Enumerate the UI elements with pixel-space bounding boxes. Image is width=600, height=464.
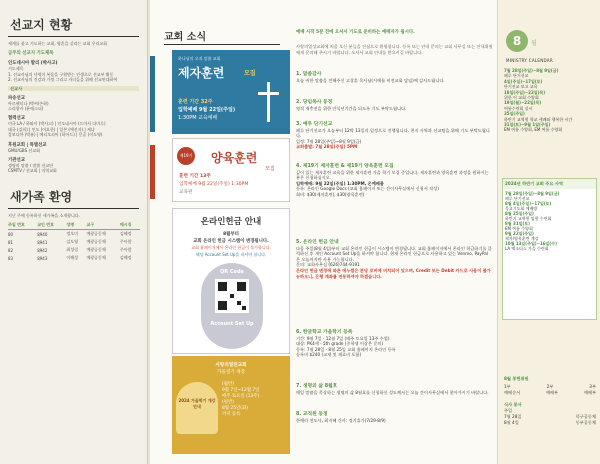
table-row bbox=[8, 246, 140, 254]
server-val: 예배순서 bbox=[504, 390, 521, 395]
news-detail: 등록비 $240 (교재 및 재료비 포함) bbox=[296, 352, 362, 358]
month-word: 월 bbox=[531, 40, 537, 47]
event-text: 하반기 교역원 학교 세례와 행복한 시간 bbox=[504, 116, 573, 122]
sched-text: EM 여름 수양회 bbox=[505, 226, 533, 231]
left-column bbox=[0, 0, 148, 464]
poster-line: 1:30PM 교육예배 bbox=[178, 115, 218, 121]
news-text: 깊이 있는 제자훈련 교육을 위한 제자훈련 가을 학기 모집 중입니다. 제자훈련과 양육훈련 과정을 원하시는 분은 신청하십시오. bbox=[296, 169, 489, 181]
news-detail: 등록: 7월 28일 - 8월 25일 교회 홈페이지 온라인 등록 bbox=[296, 346, 396, 352]
cell: 최성림 bbox=[66, 247, 78, 253]
news-detail: 등록: 온라인 Google Docs (교회 홈페이지 또는 간이사무실에서 신청서 작성) bbox=[296, 186, 439, 192]
cross-figure-icon bbox=[252, 78, 286, 128]
sched-date: 8월 31일(토) bbox=[505, 221, 530, 226]
poster-title: 양육훈련 bbox=[211, 151, 258, 165]
cell: 김혜정 bbox=[119, 255, 132, 261]
news-text: 오늘 귀한 말씀을 전해주신 고창훈 목사님(시애틀 비전교회 담임)께 감사드립니다. bbox=[296, 77, 445, 83]
event-date: 25일(주일) bbox=[504, 111, 525, 117]
event-text: 위한 이 교회 수양회 bbox=[504, 95, 539, 101]
news-item-6 bbox=[296, 330, 493, 358]
autumn-tree-badge: 2024 가을학기 개강 안내 bbox=[176, 382, 218, 434]
event-date: 31일(토)~9월 1일(주일) bbox=[504, 122, 551, 128]
col-header: 교인 번호 bbox=[37, 221, 66, 230]
server-col: 1부 bbox=[504, 384, 511, 389]
server-val: 예배부 bbox=[583, 390, 596, 395]
meal-title: 식사 봉사 bbox=[504, 402, 522, 407]
poster-sub: 모집 bbox=[244, 70, 256, 77]
meal-text: 목구공동체 bbox=[575, 414, 596, 419]
cell: 8943 bbox=[37, 255, 48, 261]
news-text: 페루 단기선교가 오늘부터 12박 13일의 일정으로 진행됩니다. 현지 사역과 선교팀을 위해 기도 부탁드립니다. bbox=[296, 127, 490, 139]
event-date: 4일(주일)~17일(토) bbox=[504, 78, 543, 84]
sched-text: 하반기 교역원 임원 수련회 bbox=[505, 216, 552, 221]
title-rule bbox=[8, 208, 139, 209]
news-text: 한예라 전도사, 최지혜 간사: 정기휴가(7/29-8/9) bbox=[296, 417, 386, 423]
qr-code-icon[interactable] bbox=[215, 279, 249, 313]
section-band: 선교사 bbox=[8, 86, 139, 91]
event-date: 7월 28일(주일)~8월 9일(금) bbox=[504, 68, 559, 73]
mission-title: 선교지 현황 bbox=[10, 18, 73, 32]
news-title: 4. 제19기 제자훈련 & 제19기 양육훈련 모집 bbox=[296, 164, 394, 169]
calendar-column bbox=[498, 0, 600, 464]
sched-date: 9월 22일(주일) bbox=[505, 231, 534, 236]
newcomer-intro: 지난 주에 등록하신 새가족을 소개합니다. bbox=[8, 212, 81, 218]
meal-date: 8월 4일 bbox=[504, 420, 519, 425]
meal-date: 주일 bbox=[504, 408, 513, 413]
qr-pill bbox=[201, 263, 263, 349]
server-col: 3부 bbox=[589, 384, 596, 389]
poster-title: 온라인헌금 안내 bbox=[200, 217, 262, 227]
event-text: 여름수련회 실시 bbox=[504, 105, 533, 111]
poster-line: 교육관 bbox=[179, 190, 193, 195]
news-detail-highlight: 온라인 헌금 변경에 따른 에누썸은 본당 로비에 비치되어 있으며, Credit 또는 Debit 카드로 사용이 불가능하오니, 은행 계좌를 연동하셔야 하겠습니다. bbox=[296, 267, 491, 279]
cell: 예광공동체 bbox=[86, 255, 106, 261]
discipleship-poster[interactable] bbox=[172, 50, 290, 134]
table-header-row bbox=[8, 221, 140, 230]
cell: 예광공동체 bbox=[86, 231, 106, 237]
calendar-events bbox=[504, 68, 596, 133]
mission-section-0 bbox=[0, 60, 147, 82]
poster-line: 까지 등록 bbox=[222, 412, 241, 417]
sched-text: LA 엑소더스 가을 수련회 bbox=[505, 246, 549, 251]
section-title: 협력선교 bbox=[8, 116, 25, 122]
qr-label: QR Code bbox=[220, 269, 244, 275]
cell: 8940 bbox=[37, 231, 48, 237]
mission-section-4 bbox=[0, 142, 147, 153]
meal-date: 7월 28일 bbox=[504, 414, 522, 419]
news-item-3 bbox=[296, 122, 493, 150]
news-detail: 대상: PK4세 - 5th grade (중학생 이상은 문의) bbox=[296, 341, 384, 347]
meal-text: 동부공동체 bbox=[575, 420, 596, 425]
section-line: CSMTV / 선교회 | 지역교회 bbox=[8, 168, 57, 174]
event-date: 19일(월)~22일(목) bbox=[504, 100, 542, 106]
cell: 83 bbox=[8, 255, 14, 261]
news-title: 5. 온라인 헌금 안내 bbox=[296, 240, 339, 245]
sched-date: 8월 25일(주일) bbox=[505, 211, 534, 216]
cell: 이해성 bbox=[66, 255, 78, 261]
cell: 82 bbox=[8, 247, 14, 253]
news-detail: 일정: 7월 28일(주일)~8월 9일(금) bbox=[296, 138, 362, 144]
cell: 8942 bbox=[37, 247, 48, 253]
sched-date: 8월 4일(주일)~17일(토) bbox=[505, 201, 552, 206]
col-header: 교구 bbox=[86, 221, 119, 230]
calendar-label: MINISTRY CALENDAR bbox=[506, 58, 553, 63]
servers-title: 8월 봉헌위원 bbox=[504, 376, 529, 381]
mission-section-3 bbox=[0, 115, 147, 137]
newcomer-title: 새가족 환영 bbox=[10, 189, 73, 204]
section-line: 아르헨티나 (박씨/손하) bbox=[8, 100, 49, 106]
table-row bbox=[8, 230, 140, 239]
mission-intro: 세계를 품고 기도하는 교회, 영혼을 살리는 교회 우리교회 bbox=[8, 41, 108, 46]
news-detail: 회비: $30(제자훈련), $30(양육훈련) bbox=[296, 191, 365, 197]
news-item-7 bbox=[296, 384, 493, 395]
yearly-schedule-box bbox=[502, 178, 597, 320]
korean-school-poster[interactable] bbox=[172, 356, 290, 454]
table-row bbox=[8, 238, 140, 246]
church-news-title: 교회 소식 bbox=[164, 32, 207, 43]
poster-line: 9월 7일~12월 7일 bbox=[222, 388, 260, 393]
event-text: 페루 단기선교 bbox=[504, 73, 529, 79]
news-item-1 bbox=[296, 72, 493, 83]
month-badge: 8 bbox=[506, 30, 528, 52]
cell: 예광공동체 bbox=[86, 247, 106, 253]
poster-tag: 하나님의 오직 말씀 교회 bbox=[178, 56, 221, 61]
section-line: 스리랑카 (윤에스더) bbox=[8, 106, 44, 112]
cell: 정오미 bbox=[66, 231, 78, 237]
news-detail: 문의: 교회사무실 (626)744-9191 bbox=[296, 262, 360, 268]
news-title: 6. 한글학교 가을학기 등록 bbox=[296, 330, 353, 335]
cell: 주아람 bbox=[119, 247, 132, 253]
account-setup-label[interactable]: Account Set Up bbox=[210, 321, 254, 327]
sched-date: 10월 13일(주일)~16일(수) bbox=[505, 241, 557, 246]
news-intro: 예배 시작 5분 전에 오셔서 기도로 준비하는 예배자가 됩시다. bbox=[296, 30, 415, 35]
poster-line: 훈련 기간 32주 bbox=[178, 99, 213, 105]
poster-line: 사랑의열린교회 bbox=[215, 363, 247, 368]
news-text: 기간: 9월 7일 - 12월 7일 (매주 토요일 13주 수업) bbox=[296, 335, 390, 341]
news-item-4 bbox=[296, 164, 493, 198]
poster-badge: 제19기 bbox=[177, 147, 195, 165]
posters-column bbox=[150, 0, 290, 464]
online-offering-poster[interactable] bbox=[172, 208, 290, 354]
sched-text: 페루 단기선교 bbox=[505, 196, 530, 201]
section-line: 2. 선교사님의 건강과 가정 그리고 자녀들을 위해 선교연대하여 bbox=[8, 77, 118, 83]
news-item-2 bbox=[296, 100, 493, 111]
announcements-column bbox=[290, 0, 498, 464]
section-line: 생명의 말씀 / 말씀 선교단 bbox=[8, 163, 54, 169]
news-title: 8. 교직원 동정 bbox=[296, 412, 328, 417]
event-date: 18일(주일)~22일(목) bbox=[504, 89, 546, 95]
cell: 81 bbox=[8, 239, 14, 245]
section-title: 인도네시아 발리 (박사고) bbox=[8, 61, 58, 67]
cell: 김도영 bbox=[66, 239, 78, 245]
news-text: 다음 주일(8월 4일)부터 교회 온라인 헌금이 시스템이 변경됩니다. 교회 홈페이지에서 온라인 헌금하기를 클릭하신 후 개인 Account Set Up을 하셔야 합니다. 현재 온라인 헌금으로 사용하고 있는 Venmo, PayPal 은 오늘까지만 사용 가능합니다. bbox=[296, 245, 492, 262]
table-row bbox=[8, 254, 140, 262]
section-line: 1. 선교사님의 사역이 복음을 구원받는 인생으로 선교부 활동 bbox=[8, 71, 114, 77]
poster-line: 해당 Account Set Up을 하셔야 합니다. bbox=[195, 252, 267, 257]
cell: 주아람 bbox=[119, 239, 132, 245]
newcomer-table bbox=[8, 221, 140, 262]
news-detail: 입학예배: 9월 22일(주일) 1:30PM, 온예배룸 bbox=[296, 180, 384, 186]
section-line: 캄보디아 (박유) | 에티오피아 (하마드) | 몽골 (이도영) bbox=[8, 132, 103, 138]
mission-subtitle: 금주의 선교지 기도제목 bbox=[8, 51, 54, 57]
poster-title: 제자훈련 bbox=[178, 66, 225, 80]
news-text: 매일 말씀을 묵상하는 생명의 삶 8월호를 신청하신 성도께서는 오늘 간이사무실에서 찾아가시기 바랍니다. bbox=[296, 389, 489, 395]
cell: 김혜정 bbox=[119, 231, 132, 237]
poster-line: 가을절기 개강 bbox=[216, 370, 246, 375]
poster-sub: 모집 bbox=[265, 166, 275, 172]
poster-line: 입학예배 9월 22일(주일) 1:30PM bbox=[179, 182, 249, 187]
section-line: 기도제목 bbox=[8, 66, 24, 72]
section-line: GMU/GBS 선교회 bbox=[8, 147, 41, 153]
section-line: 태국 (김희) | 인도 (이요한) | 일본 (예선자) | 케냐 bbox=[8, 126, 95, 132]
server-val: 예배부 bbox=[545, 390, 559, 395]
schedule-title: 2024년 하반기 교회 주요 사역 bbox=[503, 179, 596, 189]
section-title: 기관선교 bbox=[8, 158, 25, 164]
section-line: 미국 LA / 하와이 (박사고) | 인도네시아 (드마사 다마루) bbox=[8, 121, 106, 127]
poster-line: 8월 25일(화) bbox=[222, 406, 248, 411]
title-rule bbox=[164, 44, 280, 45]
cell: 8941 bbox=[37, 239, 48, 245]
poster-line: (평반) bbox=[222, 400, 234, 405]
section-title: 후원교회 | 특별선교 bbox=[8, 142, 47, 148]
poster-line: 입학예배 9월 22일(주일) bbox=[178, 107, 236, 113]
event-text: 단기선교 보고 교육 bbox=[504, 84, 538, 90]
sched-text: 제자/양육훈련 개강 bbox=[505, 236, 539, 241]
news-title: 3. 예루 단기선교 bbox=[296, 122, 333, 127]
news-intro-2: 사랑의열성교회에 처음 오신 분들을 진심으로 환영합니다. 등록 또는 안내 문의는 교회 사무실 또는 안내위원에게 문의해 주시기 바랍니다. 오셔서 교회 안내를 받으시길 바랍니다. bbox=[296, 44, 493, 55]
poster-line: 매주 토요일 (13주) bbox=[222, 394, 260, 399]
col-header: 주일 번호 bbox=[8, 221, 37, 230]
poster-line: 8월부터 bbox=[223, 232, 239, 237]
poster-line: 훈련 기간 13주 bbox=[179, 174, 211, 179]
mission-section-2 bbox=[0, 95, 147, 112]
mission-section-5 bbox=[0, 157, 147, 174]
server-col: 2부 bbox=[546, 384, 554, 389]
poster-line: (월반) bbox=[222, 382, 234, 387]
news-title: 7. 생명의 삶 8월호 bbox=[296, 384, 338, 389]
poster-line: 교회 홈페이지에서 온라인 헌금이 불가합니다. bbox=[191, 245, 271, 250]
cell: 예광공동체 bbox=[86, 239, 106, 245]
nurture-poster[interactable] bbox=[172, 138, 290, 202]
col-header: 성명 bbox=[66, 221, 86, 230]
news-item-8 bbox=[296, 412, 493, 423]
news-text: 영적 재충전을 위한 안식년기간을 되도록 기도 부탁드립니다. bbox=[296, 105, 407, 111]
section-title: 파송선교 bbox=[8, 95, 25, 101]
event-text: EM 여름 수양회, EM 여름 수양회 bbox=[504, 127, 563, 133]
sched-date: 7월 28일(주일)~8월 9일(금) bbox=[505, 191, 560, 196]
servers-section bbox=[504, 376, 596, 426]
poster-accent-bar bbox=[150, 145, 155, 199]
poster-line: 교회 온라인 헌금 시스템이 변경됩니다. bbox=[193, 239, 269, 244]
news-title: 1. 말씀감사 bbox=[296, 72, 322, 77]
news-item-5 bbox=[296, 240, 493, 279]
sched-text: 목요기도회 예배방 bbox=[505, 206, 538, 211]
cell: 80 bbox=[8, 231, 14, 237]
col-header: 메시징 bbox=[120, 221, 140, 230]
news-title: 2. 당임목사 동정 bbox=[296, 100, 333, 105]
title-rule bbox=[8, 36, 139, 37]
poster-accent-bar bbox=[150, 56, 155, 132]
news-detail-highlight: 교회출발: 7월 28일(주일) 5PM bbox=[296, 144, 358, 150]
